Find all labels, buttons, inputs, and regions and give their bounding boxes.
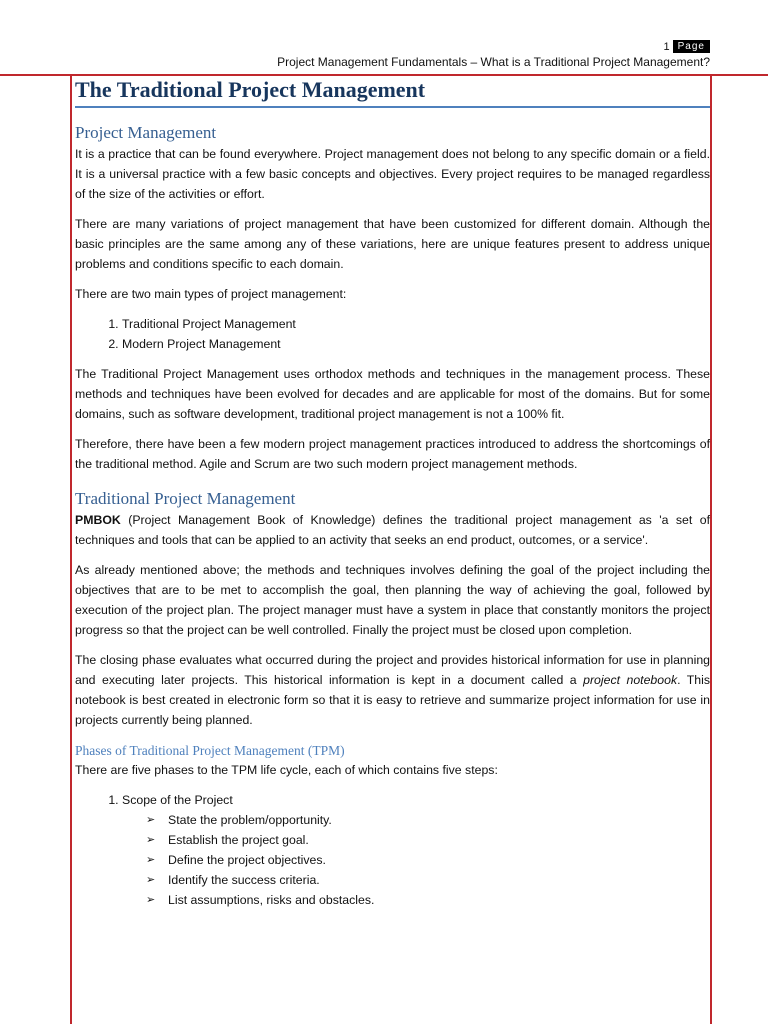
- list-item: [122, 790, 710, 910]
- section-heading-project-management: Project Management: [75, 123, 217, 142]
- list-item: ➢ Establish the project goal.: [146, 830, 710, 850]
- tpm-phases-list: [75, 790, 710, 910]
- paragraph: Therefore, there have been a few modern project management practices introduced to address the shortcomings of the traditional method. Agile and Scrum are two such modern project management methods.: [75, 437, 710, 471]
- pm-types-list: [75, 314, 710, 354]
- subsection-heading-tpm-phases: Phases of Traditional Project Management (TPM): [75, 743, 345, 758]
- paragraph-text: The closing phase evaluates what occurred during the project and provides historical information for use in planning and executing later projects. This historical information is kept in a document called a: [75, 653, 710, 687]
- list-item: ➢ Define the project objectives.: [146, 850, 710, 870]
- list-item: 1. Traditional Project Management: [122, 314, 710, 334]
- paragraph: There are many variations of project management that have been customized for different domain. Although the basic principles are the same among any of these variations, here are unique features present to address unique problems and conditions specific to each domain.: [75, 217, 710, 271]
- paragraph: It is a practice that can be found everywhere. Project management does not belong to any specific domain or a field. It is a universal practice with a few basic concepts and objectives. Every project requires to be managed regardless of the size of the activities or effort.: [75, 147, 710, 201]
- page-number-value: 1: [663, 40, 670, 53]
- list-item: ➢ State the problem/opportunity.: [146, 810, 710, 830]
- phase-steps-list: [122, 810, 710, 910]
- list-item: ➢ List assumptions, risks and obstacles.: [146, 890, 710, 910]
- list-item: 2. Modern Project Management: [122, 334, 710, 354]
- phase-label: Scope of the Project: [122, 793, 233, 807]
- paragraph-text: . This notebook is best created in electronic form so that it is easy to retrieve and summarize project information for use in projects currently being planned.: [75, 673, 710, 727]
- section-heading-traditional-pm: Traditional Project Management: [75, 489, 296, 508]
- paragraph: There are five phases to the TPM life cycle, each of which contains five steps:: [75, 763, 498, 777]
- paragraph-text: (Project Management Book of Knowledge) defines the traditional project management as 'a set of techniques and tools that can be applied to an activity that seeks an end product, outcomes, or a service'.: [75, 513, 710, 547]
- document-body: [75, 76, 710, 920]
- document-title: The Traditional Project Management: [75, 76, 710, 108]
- right-margin-rule: [710, 74, 712, 1024]
- left-margin-rule: [70, 74, 72, 1024]
- paragraph: [75, 510, 710, 550]
- page-number: [664, 40, 710, 53]
- page-label-badge: Page: [673, 40, 710, 53]
- list-item: ➢ Identify the success criteria.: [146, 870, 710, 890]
- paragraph: The Traditional Project Management uses orthodox methods and techniques in the management process. These methods and techniques have been evolved for decades and are applicable for most of the domains. But for some domains, such as software development, traditional project management is not a 100% fit.: [75, 367, 710, 421]
- paragraph: There are two main types of project management:: [75, 287, 347, 301]
- paragraph: As already mentioned above; the methods and techniques involves defining the goal of the project including the objectives that are to be met to accomplish the goal, then planning the way of achieving the goal, followed by execution of the project plan. The project manager must have a system in place that constantly monitors the project progress so that the project can be well controlled. Finally the project must be closed upon completion.: [75, 563, 710, 637]
- running-header: Project Management Fundamentals – What is a Traditional Project Management?: [277, 55, 710, 69]
- paragraph: [75, 650, 710, 730]
- pmbok-term: PMBOK: [75, 513, 121, 527]
- project-notebook-term: project notebook: [583, 673, 678, 687]
